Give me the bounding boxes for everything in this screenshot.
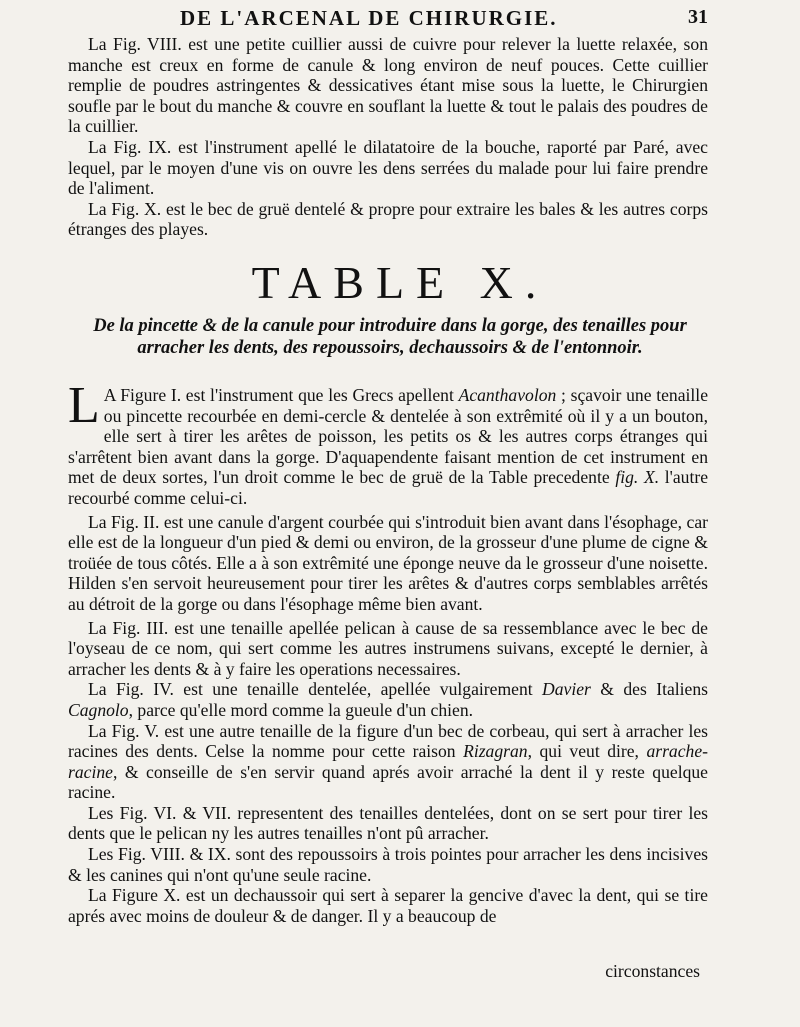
p5-text-b: , qui veut dire, — [527, 741, 647, 762]
p1-text-c: l'autre recourbé comme celui-ci. — [68, 467, 708, 508]
paragraph-fig-4 — [68, 679, 708, 720]
top-text-block — [68, 34, 708, 240]
paragraph-fig-10-main: La Figure X. est un dechaussoir qui sert à separer la gencive d'avec la dent, qui se tire aprés avec moins de douleur & de danger. Il y a beaucoup de — [68, 885, 708, 926]
p4-text-c: , parce qu'elle mord comme la gueule d'un chien. — [128, 699, 474, 720]
paragraph-fig-8: La Fig. VIII. est une petite cuillier aussi de cuivre pour relever la luette relaxée, son manche est creux en forme de canule & long environ de neuf pouces. Cette cuillier remplie de poudres astringentes & dessicatives étant mise sous la luette, le Chirurgien soufle par le bout du manche & couvre en souflant la luette & tout le palais des poudres de la cuillier. — [68, 34, 708, 137]
paragraph-fig-9: La Fig. IX. est l'instrument apellé le dilatatoire de la bouche, raporté par Paré, avec lequel, par le moyen d'une vis on ouvre les dens serrées du malade pour lui faire prendre de l'aliment. — [68, 136, 708, 199]
p1-ref: fig. X. — [615, 467, 660, 488]
running-head: DE L'ARCENAL DE CHIRURGIE. — [180, 6, 558, 30]
p4-term-davier: Davier — [542, 679, 591, 700]
p4-term-cagnolo: Cagnolo — [68, 699, 129, 720]
p1-term: Acanthavolon — [458, 385, 557, 405]
p5-text-a: La Fig. V. est une autre tenaille de la figure d'un bec de corbeau, qui sert à arracher les racines des dents. Celse la nomme pour cette raison — [68, 720, 708, 762]
page-header — [0, 4, 800, 34]
drop-cap: L — [68, 377, 100, 434]
p5-text-c: , & conseille de s'en servir quand aprés avoir arraché la dent il y reste quelque racine. — [68, 761, 708, 803]
paragraph-fig-10: La Fig. X. est le bec de gruë dentelé & propre pour extraire les bales & les autres corps étranges des playes. — [68, 198, 708, 240]
paragraph-fig-8-9: Les Fig. VIII. & IX. sont des repoussoirs à trois pointes pour arracher les dens incisives & les canines qui n'ont qu'une seule racine. — [68, 844, 708, 885]
p1-text-b: ; sçavoir une tenaille ou pincette recourbée en demi-cercle & dentelée à son extrêmité où il y a un bouton, elle sert à tirer les arêtes de poisson, les petits os & les autres corps étranges qui s'arrêtent bien avant dans la gorge. D'aquapendente faisant mention de cet instrument en met de deux sortes, l'un droit comme le bec de gruë de la Table precedente — [68, 385, 709, 488]
paragraph-fig-6-7: Les Fig. VI. & VII. representent des tenailles dentelées, dont on se sert pour tirer les dents que le pelican ny les autres tenailles n'ont pû arracher. — [68, 802, 708, 844]
p5-term-rizagran: Rizagran — [463, 741, 528, 762]
p4-text-b: & des Italiens — [590, 679, 708, 700]
p5-term-arrache-racine: arrache-racine — [68, 741, 708, 782]
p1-text-a: A Figure I. est l'instrument que les Grecs apellent — [103, 385, 459, 405]
catchword: circonstances — [605, 961, 700, 981]
paragraph-fig-5 — [68, 721, 708, 803]
p4-text-a: La Fig. IV. est une tenaille dentelée, apellée vulgairement — [88, 679, 543, 700]
paragraph-fig-1 — [68, 377, 709, 509]
table-title: TABLE X. — [251, 257, 549, 308]
paragraph-fig-2: La Fig. II. est une canule d'argent courbée qui s'introduit bien avant dans l'ésophage, car elle est de la longueur d'un pied & demi ou environ, de la grosseur d'une plume de cigne & troüée de tous côtés. Elle a à son extrêmité une éponge neuve da le grosseur d'une noisette. Hilden s'en servoit heureusement pour tirer les arêtes & d'autres corps semblables arrêtés au détroit de la gorge ou dans l'ésophage même bien avant. — [68, 511, 708, 614]
main-text-block — [68, 377, 709, 926]
paragraph-fig-3: La Fig. III. est une tenaille apellée pelican à cause de sa ressemblance avec le bec de l'oyseau de ce nom, qui sert comme les autres instrumens suivans, excepté le dernier, à arracher les dents & à y faire les operations necessaires. — [68, 617, 708, 679]
table-subtitle: De la pincette & de la canule pour introduire dans la gorge, des tenailles pour arracher les dents, des repoussoirs, dechaussoirs & de l'entonnoir. — [93, 316, 687, 358]
page-number: 31 — [688, 6, 708, 28]
